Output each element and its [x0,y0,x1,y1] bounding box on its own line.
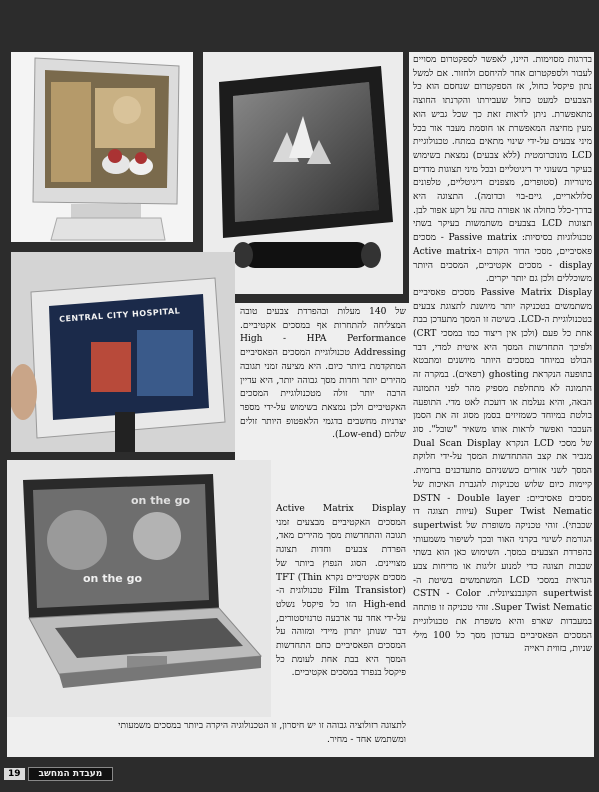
paragraph-bottom: לתצוגה רזולוציה גבוהה זו יש חיסרון, זו הטכנולוגיה היקרה ביותר במסכים משמעותי ומשתמש אחד - מחיר. [118,721,406,745]
article-right-column [413,54,592,756]
laptop-photo [7,460,271,717]
page-number: 19 [4,768,25,780]
hospital-screen-title: CENTRAL CITY HOSPITAL [58,306,181,324]
laptop-screen-label-1: on the go [131,494,191,507]
paragraph-active-matrix: Active Matrix Display המסכים האקטיביים מבצעים זמני תגובה והתחדשות מסך מהירים מאד, הפרדת צבעים וחדות תצוגה מצויינים. הסוג הנפוץ ביותר של מסכים אקטיביים נקרא TFT (Thin Film Transistor) טכנולוגית ה-High-end הזו כל פיקסל נשלט על-ידי אחד עד ארבעה טרנזיסטורים, דבר שנותן יתרון מיידי ומזוהה על המסכים הפאסיביים כחם התחדשות המסך היא בבת אחת לעומת כל פיקסל בנפרד במסכים אקטיביים. [276,504,406,679]
laptop-screen-label-2: on the go [83,572,143,585]
magazine-name: מעבדת המחשב [28,767,114,781]
white-monitor-photo [11,52,193,242]
paragraph-passive-matrix: Passive Matrix Display מסכים פאסיביים משתמשים בטכניקה יותר מיושנת לתצוגת צבעים בטכנולוגיית ה-LCD. בשיטה זו המסך מתעדכן בבת אחת כל פעם (ולכן אין ריצוד כמו במסכי CRT) ולפיכך התחדשות המסך היא איטית למדי, דבר הבולט במיוחד במסכים היותר מיושנים ומתבטא בתופעה הנקראת ghosting (רפאים). במקרה זה התמונה לא מתחלפת מספיק מהר לפני התמונה הבאה, והיא נעלמת או דועכת לאט מדי. התופעה בולטת במיוחד כשמזיזים בסמן מסוג זה את הסמן העכבר ואפשר לראות אותו משאיר "שובל". סוג של מסכי LCD הנקרא Dual Scan Display מגביר את קצב ההתחדשות המסך על-ידי חלוקת המסך לשני אזורים כששניהם מתעדכנים ברזמית. קיימות כיום שלוש טכניקות להגברת האיכות של מסכים פאסיביים: DSTN - Double layer Super Twist Nematic (עיוות תצוגה דו שכבתי). זוהי טכניקה משופרת של supertwist הגורמת לשינוי בקרני האור ובכך לשיפור משמעותי בהפרדת הצבעים במסך. השימוש כאן הוא בשתי שכבות תצוגה כדי למנוע זליגות או מריחות צבע הנראית במסכי LCD המשתמשים בשיטת ה-supertwist הקונבנציונלית. CSTN - Color Super Twist Nematic. זוהי טכניקה זו פותחה במעבדות שארפ והיא משפרת את טכנולוגיית המסכים הפאסיביים בעדכון מסך כל 100 מילי שניות, בזווית ראייה [413,287,593,655]
paragraph-lcd-intro: בדרגות מסוימות. היינו, לאפשר לספקטרום מסויים לעבור ולספקטרום אחר להיחסם ולחזור. אם למשל נתון פיקסל כחול, אז הספקטרום שנחסם הוא כל הצבעים למעט כחול שעבירתו והקרנתו החוצה מתאפשרת. ניתן לראות זאת כך שכל גביש הוא מעין מחיצה המאפשרת או חוסמת מעבר אור בכל מיני צבעים על-ידי שינוי מתאים במתח. טכנולוגיית LCD מונוכרומטית (ללא צבעים) נמצאת בשימוש בעיקר בשעוני יד דיגיטליים ובכל מיני תצוגות מדדים מינוריות (סטופרים, מצפנים דיגיטליים, טלפונים סלולאריים, גיים-בוי וכדומה). התצוגה היא בדרך-כלל כחולה או אפורה כהה על רקע אפור לבן. תצוגות LCD בצבעים משתמשות בעיקר בשתי טכנולוגיות בסיסיות: Passive matrix - מסכים פאסיביים, מסכי הדור הקודם ו-Active matrix display - מסכים אקטיביים, המסכים היותר משוכללים ולכן גם יותר יקרים. [413,55,593,285]
tablet-illustration [11,252,235,452]
page-footer [4,766,113,781]
white-monitor-illustration [11,52,193,242]
article-bottom-line [100,720,406,754]
article-middle-bottom [276,503,406,713]
tablet-photo [11,252,235,452]
paragraph-hpa: של 140 מעלות ובהפרדת צבעים טובה המצליחה להתחרות אף במסכים אקטיביים. High - HPA Performance Addressing טכנולוגיית המסכים הפאסיביים המתקדמת ביותר כיום. היא מציעה זמני תגובה מהירים יותר וחדות מסך גבוהה יותר, היא עדיין הרבה יותר זולה מטכנולוגיית המסכים האקטיביים ולכן נמצאת בשימוש על-ידי מספר יצרניות מחשבים בדגמי הלאפטופ היותר זולים שלהם (Low-end). [240,307,406,441]
